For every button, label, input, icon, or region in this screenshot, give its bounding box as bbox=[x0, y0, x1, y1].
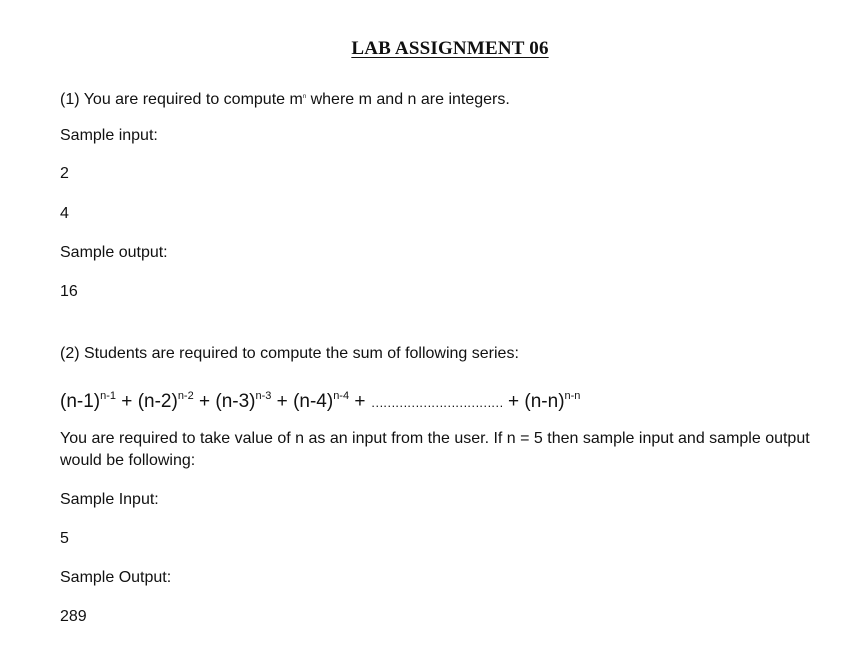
series-term: $(n-1)^{n-1}$ bbox=[60, 390, 117, 412]
q1-input-value: 4 bbox=[60, 205, 69, 222]
assignment-title: LAB ASSIGNMENT 06 bbox=[351, 38, 549, 59]
q1-sample-output-label: Sample output: bbox=[60, 244, 168, 261]
q2-sample-output-label: Sample Output: bbox=[60, 569, 172, 586]
series-term: $(n-n)^{n-n}$ bbox=[524, 390, 581, 412]
q2-input-value: 5 bbox=[60, 530, 69, 547]
series-term: $(n-3)^{n-3}$ bbox=[215, 390, 272, 412]
q2-instructions: You are required to take value of n as an input from the user. If n = 5 then sample input and sample output would be following: bbox=[60, 430, 810, 469]
series-ellipsis: …………………………… bbox=[370, 395, 503, 410]
series-term: $(n-2)^{n-2}$ bbox=[137, 390, 194, 412]
q2-sample-input-label: Sample Input: bbox=[60, 491, 159, 508]
q1-prompt bbox=[60, 87, 510, 110]
q2-output-value: 289 bbox=[60, 608, 87, 625]
q2-prompt: (2) Students are required to compute the sum of following series: bbox=[60, 345, 519, 362]
q1-prompt-text: (1) You are required to compute m bbox=[60, 91, 303, 108]
q1-prompt-tail: where m and n are integers. bbox=[306, 91, 510, 108]
q1-sample-input-label: Sample input: bbox=[60, 127, 158, 144]
series-formula: $(n-1)^{n-1} + (n-2)^{n-2} + (n-3)^{n-3} + (n-4)^{n-4}$ + …………………………… + $(n-n)^{n-n}$ bbox=[60, 390, 581, 412]
q1-input-value: 2 bbox=[60, 165, 69, 182]
q1-exponent: n bbox=[302, 94, 307, 100]
series-term: $(n-4)^{n-4}$ bbox=[293, 390, 350, 412]
q1-output-value: 16 bbox=[60, 283, 78, 300]
